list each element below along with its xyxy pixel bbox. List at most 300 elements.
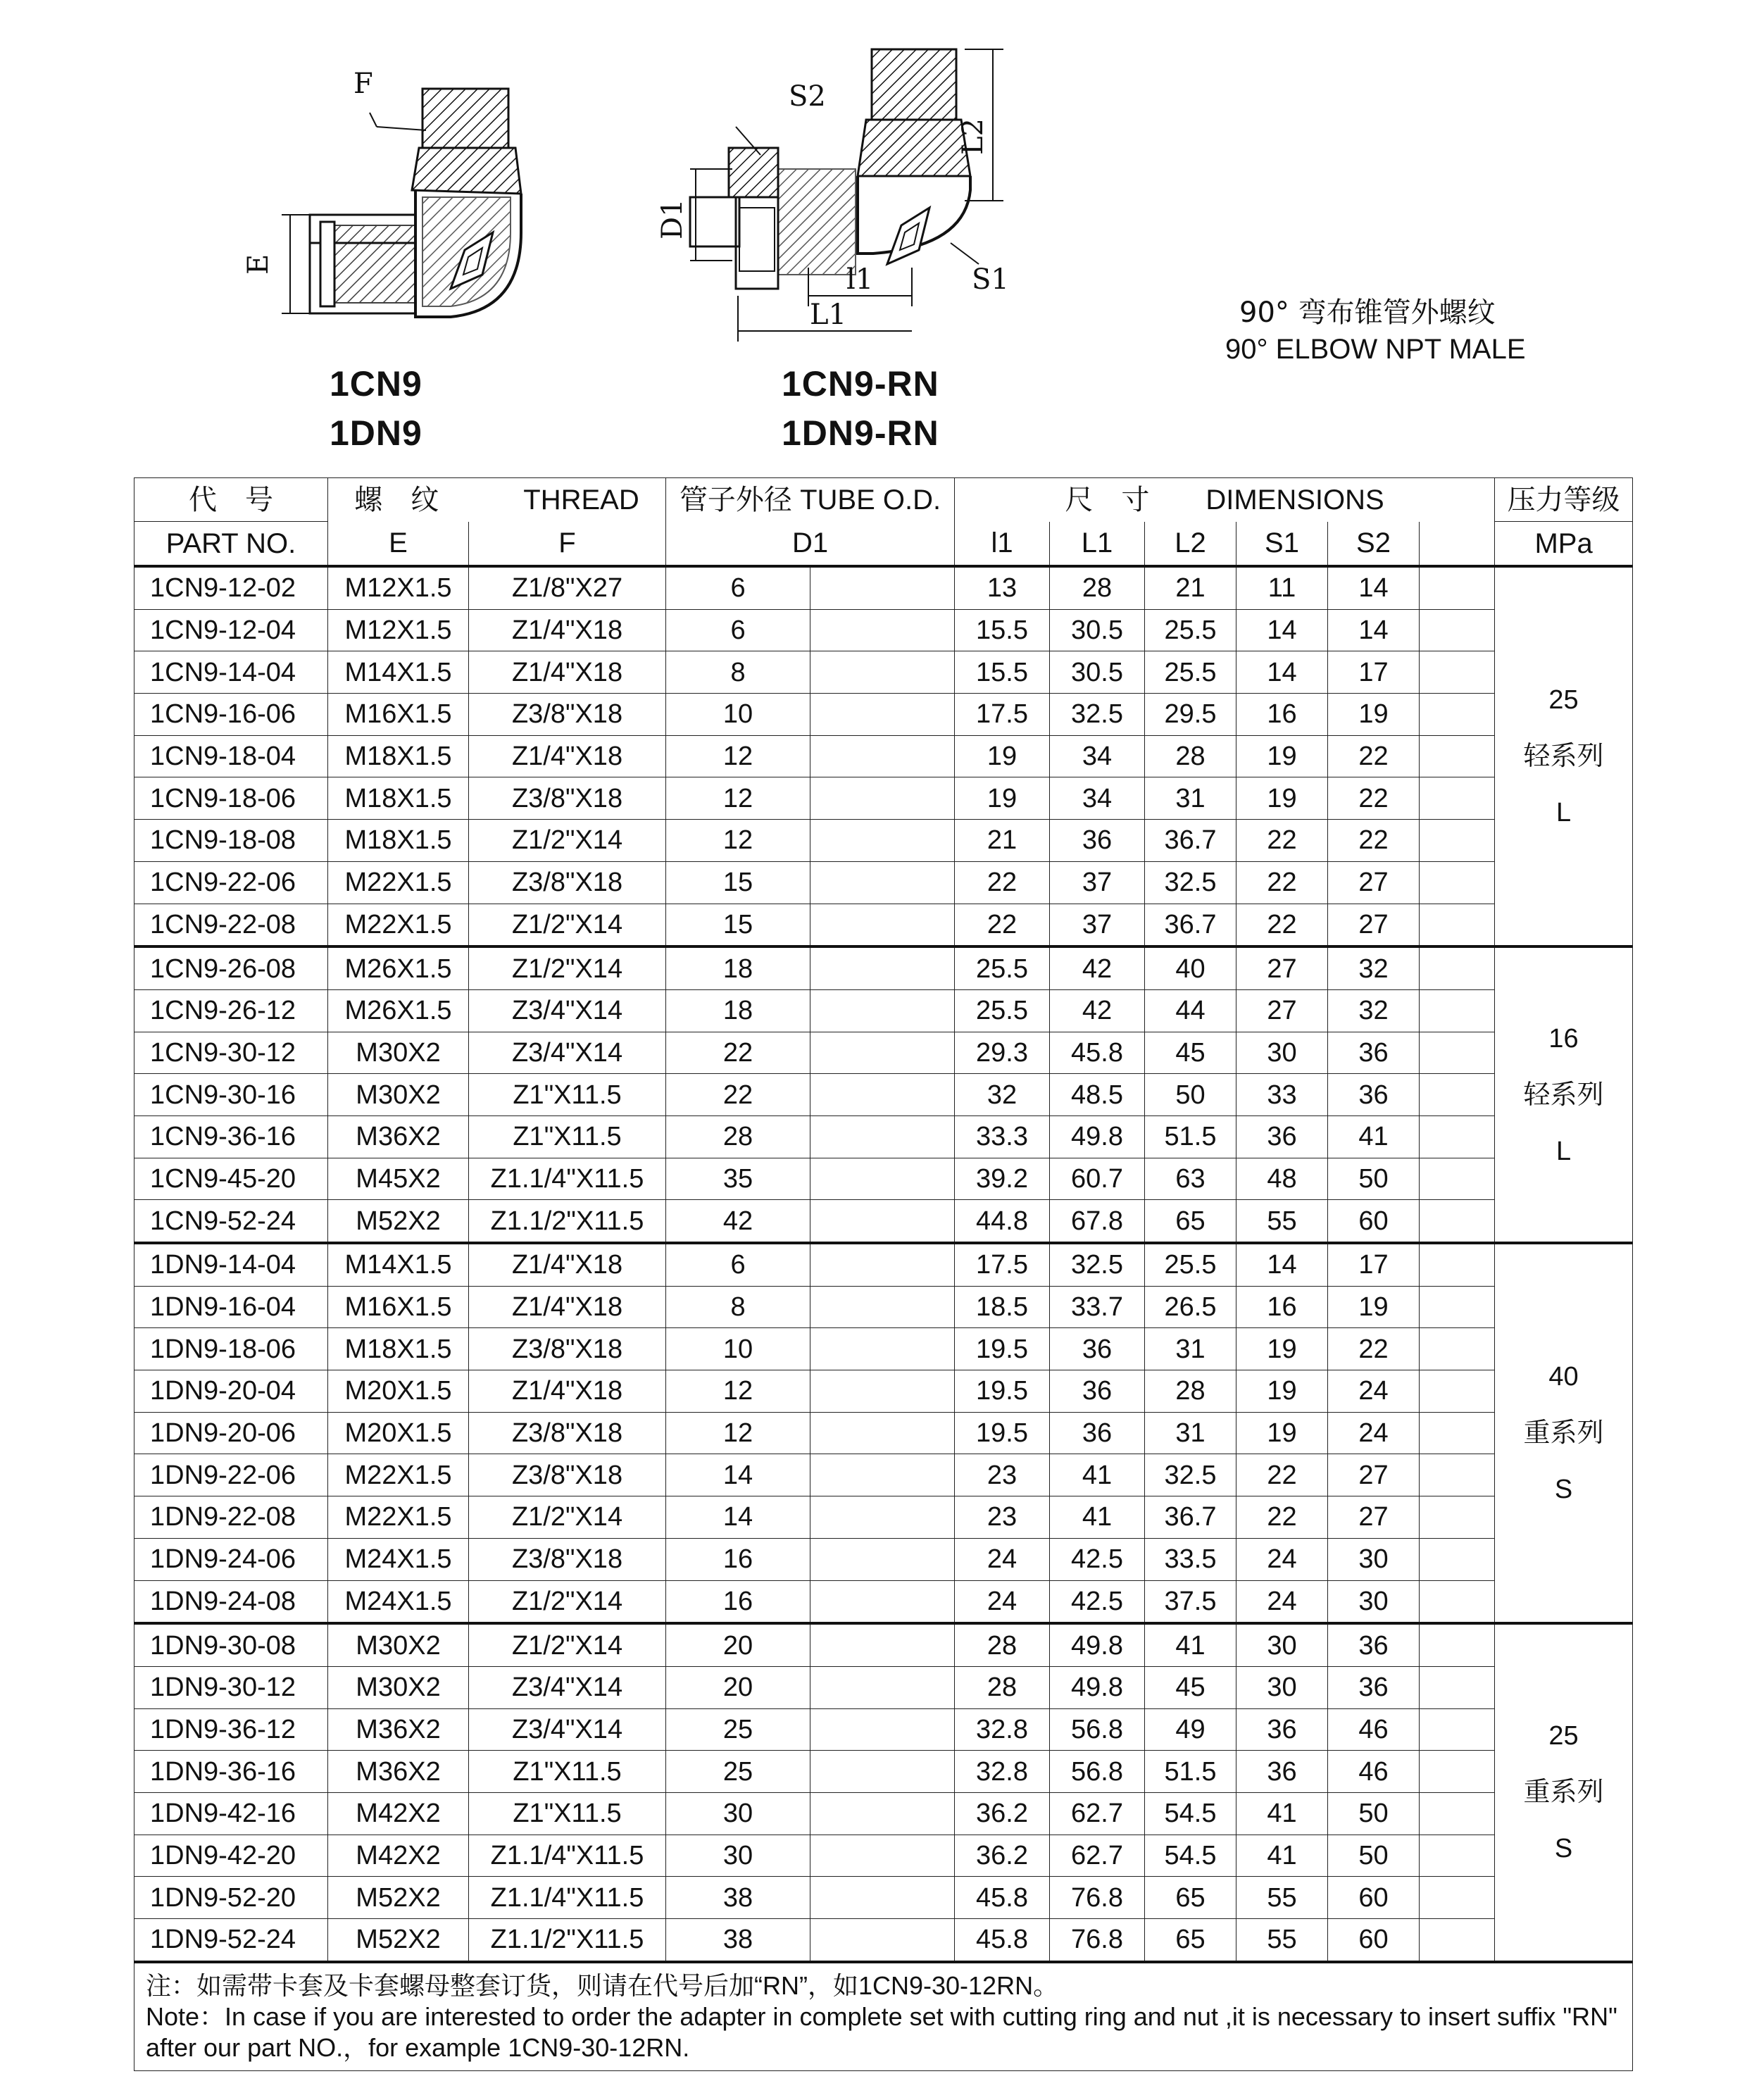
table-row [134, 1835, 1633, 1877]
cell-tube-od: 20 [666, 1666, 810, 1708]
cell-dim-S2: 22 [1328, 1328, 1420, 1370]
cell-thread-f: Z1/2"X14 [469, 904, 666, 946]
cell-dim-S2: 19 [1328, 694, 1420, 736]
cell-dim-S2: 36 [1328, 1032, 1420, 1074]
cell-dim-l1-small: 19.5 [955, 1370, 1050, 1413]
cell-dim-l1-small: 32.8 [955, 1751, 1050, 1793]
cell-dim-L1: 41 [1050, 1454, 1145, 1496]
cell-dim-l1-small: 15.5 [955, 609, 1050, 651]
cell-tube-blank [810, 861, 955, 904]
note-row [134, 1962, 1633, 2071]
cell-tube-od: 6 [666, 609, 810, 651]
cell-dim-L1: 42.5 [1050, 1538, 1145, 1580]
cell-thread-f: Z1"X11.5 [469, 1751, 666, 1793]
cell-tube-od: 12 [666, 1412, 810, 1454]
cell-dim-L1: 42 [1050, 989, 1145, 1032]
cell-tube-od: 22 [666, 1032, 810, 1074]
cell-part-no: 1DN9-24-08 [134, 1580, 328, 1623]
cell-tube-od: 30 [666, 1792, 810, 1835]
cell-dim-L1: 34 [1050, 777, 1145, 820]
cell-dim-blank [1420, 1158, 1495, 1200]
cell-dim-L1: 67.8 [1050, 1200, 1145, 1243]
cell-tube-od: 16 [666, 1538, 810, 1580]
cell-dim-S1: 27 [1236, 989, 1328, 1032]
cell-thread-e: M16X1.5 [328, 1286, 469, 1328]
cell-tube-blank [810, 1074, 955, 1116]
model-1cn9-rn: 1CN9-RN [782, 364, 939, 404]
table-row [134, 1115, 1633, 1158]
cell-dim-L1: 60.7 [1050, 1158, 1145, 1200]
cell-dim-S2: 22 [1328, 820, 1420, 862]
cell-dim-L2: 54.5 [1145, 1792, 1236, 1835]
cell-tube-blank [810, 777, 955, 820]
pressure-pressure: 40 [1548, 1362, 1579, 1392]
pressure-series: L [1555, 798, 1572, 828]
cell-dim-l1-small: 19.5 [955, 1328, 1050, 1370]
cell-tube-blank [810, 735, 955, 777]
cell-part-no: 1CN9-30-16 [134, 1074, 328, 1116]
cell-dim-L2: 25.5 [1145, 651, 1236, 694]
cell-dim-blank [1420, 946, 1495, 989]
cell-thread-e: M20X1.5 [328, 1412, 469, 1454]
cell-part-no: 1CN9-36-16 [134, 1115, 328, 1158]
cell-thread-e: M20X1.5 [328, 1370, 469, 1413]
cell-part-no: 1DN9-36-12 [134, 1708, 328, 1751]
cell-tube-od: 12 [666, 735, 810, 777]
table-row [134, 1538, 1633, 1580]
cell-dim-S2: 50 [1328, 1792, 1420, 1835]
pressure-series: S [1554, 1475, 1573, 1505]
cell-dim-l1-small: 23 [955, 1454, 1050, 1496]
cell-dim-S1: 19 [1236, 1370, 1328, 1413]
cell-tube-od: 12 [666, 820, 810, 862]
note-cell [134, 1962, 1633, 2071]
cell-thread-f: Z1"X11.5 [469, 1792, 666, 1835]
cell-part-no: 1CN9-18-08 [134, 820, 328, 862]
cell-part-no: 1DN9-22-06 [134, 1454, 328, 1496]
cell-thread-e: M12X1.5 [328, 609, 469, 651]
cell-thread-f: Z3/8"X18 [469, 777, 666, 820]
cell-tube-od: 12 [666, 1370, 810, 1413]
cell-part-no: 1CN9-30-12 [134, 1032, 328, 1074]
cell-dim-blank [1420, 1919, 1495, 1962]
cell-dim-S1: 36 [1236, 1708, 1328, 1751]
cell-thread-e: M16X1.5 [328, 694, 469, 736]
table-row [134, 861, 1633, 904]
header-L2: L2 [1145, 522, 1236, 567]
cell-part-no: 1CN9-26-08 [134, 946, 328, 989]
cell-dim-S1: 55 [1236, 1877, 1328, 1919]
cell-dim-S2: 27 [1328, 861, 1420, 904]
cell-thread-e: M36X2 [328, 1751, 469, 1793]
cell-tube-blank [810, 1286, 955, 1328]
table-row [134, 1919, 1633, 1962]
cell-thread-e: M24X1.5 [328, 1580, 469, 1623]
cell-tube-blank [810, 1580, 955, 1623]
cell-dim-L1: 37 [1050, 861, 1145, 904]
cell-dim-S2: 17 [1328, 1243, 1420, 1286]
cell-dim-S2: 36 [1328, 1666, 1420, 1708]
cell-dim-blank [1420, 1412, 1495, 1454]
cell-part-no: 1CN9-16-06 [134, 694, 328, 736]
cell-tube-od: 10 [666, 1328, 810, 1370]
cell-dim-S2: 41 [1328, 1115, 1420, 1158]
header-row-1 [134, 478, 1633, 522]
table-row [134, 1496, 1633, 1539]
cell-dim-l1-small: 45.8 [955, 1919, 1050, 1962]
elbow-figure-left [239, 63, 535, 349]
cell-dim-S1: 14 [1236, 1243, 1328, 1286]
cell-tube-blank [810, 1666, 955, 1708]
cell-part-no: 1DN9-30-12 [134, 1666, 328, 1708]
cell-dim-S2: 30 [1328, 1538, 1420, 1580]
cell-part-no: 1DN9-14-04 [134, 1243, 328, 1286]
cell-dim-S2: 32 [1328, 989, 1420, 1032]
cell-dim-L1: 49.8 [1050, 1623, 1145, 1666]
pressure-series-cn: 轻系列 [1523, 742, 1604, 772]
cell-tube-blank [810, 989, 955, 1032]
cell-dim-S2: 22 [1328, 777, 1420, 820]
cell-part-no: 1DN9-36-16 [134, 1751, 328, 1793]
cell-dim-l1-small: 17.5 [955, 1243, 1050, 1286]
cell-dim-blank [1420, 609, 1495, 651]
cell-dim-blank [1420, 1115, 1495, 1158]
header-mpa: MPa [1495, 522, 1633, 567]
header-F: F [469, 522, 666, 567]
cell-dim-S1: 16 [1236, 1286, 1328, 1328]
table-row [134, 989, 1633, 1032]
cell-dim-l1-small: 24 [955, 1538, 1050, 1580]
cell-dim-l1-small: 44.8 [955, 1200, 1050, 1243]
cell-part-no: 1DN9-20-04 [134, 1370, 328, 1413]
cell-thread-e: M14X1.5 [328, 651, 469, 694]
cell-dim-blank [1420, 1580, 1495, 1623]
cell-thread-e: M18X1.5 [328, 777, 469, 820]
cell-dim-S1: 22 [1236, 1454, 1328, 1496]
table-row [134, 1158, 1633, 1200]
cell-tube-blank [810, 694, 955, 736]
cell-thread-f: Z3/8"X18 [469, 861, 666, 904]
header-E: E [328, 522, 469, 567]
cell-dim-L2: 65 [1145, 1877, 1236, 1919]
cell-dim-S2: 24 [1328, 1370, 1420, 1413]
cell-dim-L2: 25.5 [1145, 609, 1236, 651]
label-D1: D1 [656, 199, 689, 239]
cell-dim-blank [1420, 1538, 1495, 1580]
cell-dim-S1: 36 [1236, 1115, 1328, 1158]
cell-dim-l1-small: 22 [955, 861, 1050, 904]
cell-thread-f: Z3/8"X18 [469, 694, 666, 736]
cell-dim-S1: 33 [1236, 1074, 1328, 1116]
cell-dim-L1: 49.8 [1050, 1115, 1145, 1158]
cell-dim-L2: 28 [1145, 735, 1236, 777]
cell-thread-f: Z1.1/4"X11.5 [469, 1835, 666, 1877]
cell-dim-S2: 27 [1328, 904, 1420, 946]
table-row [134, 609, 1633, 651]
label-L1-fig: L1 [810, 299, 847, 331]
header-row-2 [134, 522, 1633, 567]
cell-tube-blank [810, 1792, 955, 1835]
cell-dim-blank [1420, 1328, 1495, 1370]
cell-dim-L1: 37 [1050, 904, 1145, 946]
cell-thread-e: M30X2 [328, 1032, 469, 1074]
label-F: F [353, 68, 373, 100]
cell-dim-S1: 36 [1236, 1751, 1328, 1793]
model-1dn9: 1DN9 [330, 413, 422, 453]
cell-dim-L1: 36 [1050, 820, 1145, 862]
cell-dim-S1: 27 [1236, 946, 1328, 989]
cell-thread-f: Z3/4"X14 [469, 1666, 666, 1708]
cell-dim-S1: 19 [1236, 777, 1328, 820]
cell-dim-S1: 19 [1236, 735, 1328, 777]
cell-dim-blank [1420, 820, 1495, 862]
cell-dim-blank [1420, 1792, 1495, 1835]
spec-table-body [134, 566, 1633, 1962]
cell-part-no: 1CN9-45-20 [134, 1158, 328, 1200]
cell-dim-l1-small: 19 [955, 735, 1050, 777]
cell-dim-L1: 32.5 [1050, 694, 1145, 736]
cell-dim-L1: 56.8 [1050, 1751, 1145, 1793]
cell-dim-l1-small: 32.8 [955, 1708, 1050, 1751]
cell-dim-L2: 31 [1145, 1328, 1236, 1370]
header-L1: L1 [1050, 522, 1145, 567]
cell-dim-S1: 30 [1236, 1032, 1328, 1074]
cell-dim-l1-small: 19.5 [955, 1412, 1050, 1454]
cell-tube-od: 18 [666, 946, 810, 989]
cell-dim-L2: 45 [1145, 1666, 1236, 1708]
cell-dim-L1: 32.5 [1050, 1243, 1145, 1286]
cell-part-no: 1DN9-52-24 [134, 1919, 328, 1962]
cell-tube-od: 8 [666, 651, 810, 694]
elbow-drawing-left [239, 63, 535, 345]
cell-dim-L1: 48.5 [1050, 1074, 1145, 1116]
cell-thread-f: Z1/4"X18 [469, 1243, 666, 1286]
cell-dim-l1-small: 13 [955, 566, 1050, 609]
table-row [134, 566, 1633, 609]
cell-tube-blank [810, 1328, 955, 1370]
cell-tube-blank [810, 1708, 955, 1751]
cell-thread-f: Z1/4"X18 [469, 1370, 666, 1413]
table-row [134, 1328, 1633, 1370]
cell-dim-l1-small: 15.5 [955, 651, 1050, 694]
cell-dim-blank [1420, 777, 1495, 820]
table-row [134, 946, 1633, 989]
cell-dim-L2: 25.5 [1145, 1243, 1236, 1286]
cell-dim-blank [1420, 904, 1495, 946]
cell-dim-L2: 36.7 [1145, 1496, 1236, 1539]
cell-thread-e: M52X2 [328, 1877, 469, 1919]
cell-part-no: 1DN9-42-20 [134, 1835, 328, 1877]
cell-dim-L2: 31 [1145, 1412, 1236, 1454]
header-S1: S1 [1236, 522, 1328, 567]
header-l1: l1 [955, 522, 1050, 567]
note-chinese: 注：如需带卡套及卡套螺母整套订货，则请在代号后加“RN”，如1CN9-30-12RN。 [146, 1970, 1059, 2000]
cell-tube-od: 15 [666, 904, 810, 946]
cell-part-no: 1DN9-18-06 [134, 1328, 328, 1370]
cell-dim-blank [1420, 1496, 1495, 1539]
cell-dim-l1-small: 25.5 [955, 946, 1050, 989]
cell-tube-blank [810, 1032, 955, 1074]
cell-dim-blank [1420, 1835, 1495, 1877]
cell-thread-f: Z3/4"X14 [469, 989, 666, 1032]
cell-dim-l1-small: 21 [955, 820, 1050, 862]
cell-dim-S1: 14 [1236, 609, 1328, 651]
cell-dim-S1: 41 [1236, 1792, 1328, 1835]
table-row [134, 1454, 1633, 1496]
cell-tube-od: 15 [666, 861, 810, 904]
cell-dim-S2: 60 [1328, 1877, 1420, 1919]
cell-dim-L2: 29.5 [1145, 694, 1236, 736]
cell-dim-L1: 28 [1050, 566, 1145, 609]
cell-dim-L1: 49.8 [1050, 1666, 1145, 1708]
cell-part-no: 1CN9-26-12 [134, 989, 328, 1032]
cell-part-no: 1CN9-22-08 [134, 904, 328, 946]
cell-dim-l1-small: 23 [955, 1496, 1050, 1539]
cell-dim-l1-small: 45.8 [955, 1877, 1050, 1919]
cell-thread-e: M14X1.5 [328, 1243, 469, 1286]
pressure-group-cell [1495, 1243, 1633, 1623]
cell-dim-S1: 22 [1236, 861, 1328, 904]
cell-tube-od: 38 [666, 1877, 810, 1919]
cell-dim-S2: 36 [1328, 1074, 1420, 1116]
label-S2: S2 [789, 80, 826, 113]
cell-dim-blank [1420, 1200, 1495, 1243]
label-l1-fig: l1 [846, 263, 874, 296]
cell-tube-od: 8 [666, 1286, 810, 1328]
cell-dim-S1: 24 [1236, 1580, 1328, 1623]
cell-dim-l1-small: 22 [955, 904, 1050, 946]
table-row [134, 1792, 1633, 1835]
cell-dim-L2: 36.7 [1145, 820, 1236, 862]
cell-dim-L2: 63 [1145, 1158, 1236, 1200]
cell-tube-od: 6 [666, 1243, 810, 1286]
cell-thread-f: Z1/4"X18 [469, 1286, 666, 1328]
cell-dim-L1: 62.7 [1050, 1835, 1145, 1877]
cell-part-no: 1CN9-18-06 [134, 777, 328, 820]
cell-dim-l1-small: 28 [955, 1666, 1050, 1708]
cell-tube-blank [810, 1877, 955, 1919]
cell-thread-e: M18X1.5 [328, 1328, 469, 1370]
label-L2: L2 [957, 118, 989, 155]
cell-tube-blank [810, 1370, 955, 1413]
cell-tube-od: 6 [666, 566, 810, 609]
cell-thread-f: Z1.1/4"X11.5 [469, 1158, 666, 1200]
cell-thread-e: M36X2 [328, 1115, 469, 1158]
cell-dim-L2: 49 [1145, 1708, 1236, 1751]
pressure-pressure: 25 [1548, 1721, 1579, 1751]
cell-dim-L1: 36 [1050, 1412, 1145, 1454]
cell-thread-f: Z1/2"X14 [469, 1623, 666, 1666]
pressure-group-cell [1495, 1623, 1633, 1962]
cell-dim-blank [1420, 694, 1495, 736]
cell-tube-od: 30 [666, 1835, 810, 1877]
cell-part-no: 1CN9-12-02 [134, 566, 328, 609]
cell-dim-S2: 24 [1328, 1412, 1420, 1454]
cell-thread-f: Z1/2"X14 [469, 1496, 666, 1539]
cell-dim-blank [1420, 989, 1495, 1032]
label-E: E [242, 254, 275, 275]
table-row [134, 1666, 1633, 1708]
cell-tube-blank [810, 1919, 955, 1962]
title-chinese: 90° 弯布锥管外螺纹 [1239, 296, 1496, 329]
cell-thread-e: M22X1.5 [328, 1496, 469, 1539]
cell-tube-blank [810, 1496, 955, 1539]
cell-dim-blank [1420, 651, 1495, 694]
cell-dim-L2: 65 [1145, 1919, 1236, 1962]
cell-dim-S1: 22 [1236, 904, 1328, 946]
cell-dim-blank [1420, 1751, 1495, 1793]
cell-thread-f: Z1/8"X27 [469, 566, 666, 609]
cell-dim-L1: 42.5 [1050, 1580, 1145, 1623]
cell-dim-S1: 16 [1236, 694, 1328, 736]
cell-tube-od: 22 [666, 1074, 810, 1116]
cell-dim-L2: 40 [1145, 946, 1236, 989]
cell-dim-L1: 34 [1050, 735, 1145, 777]
cell-dim-S2: 17 [1328, 651, 1420, 694]
cell-dim-blank [1420, 735, 1495, 777]
table-row [134, 1370, 1633, 1413]
header-blank [1420, 522, 1495, 567]
table-row [134, 1580, 1633, 1623]
header-part-no: PART NO. [134, 522, 328, 567]
cell-dim-S1: 55 [1236, 1200, 1328, 1243]
cell-dim-L2: 45 [1145, 1032, 1236, 1074]
cell-dim-L1: 42 [1050, 946, 1145, 989]
header-D1: D1 [666, 522, 955, 567]
cell-part-no: 1CN9-22-06 [134, 861, 328, 904]
cell-dim-blank [1420, 861, 1495, 904]
cell-thread-f: Z3/8"X18 [469, 1328, 666, 1370]
cell-dim-l1-small: 39.2 [955, 1158, 1050, 1200]
cell-dim-blank [1420, 566, 1495, 609]
cell-dim-blank [1420, 1708, 1495, 1751]
cell-dim-S2: 50 [1328, 1835, 1420, 1877]
cell-dim-L1: 56.8 [1050, 1708, 1145, 1751]
cell-dim-S1: 11 [1236, 566, 1328, 609]
cell-dim-S2: 27 [1328, 1496, 1420, 1539]
cell-dim-blank [1420, 1370, 1495, 1413]
cell-thread-e: M18X1.5 [328, 735, 469, 777]
cell-dim-l1-small: 19 [955, 777, 1050, 820]
cell-dim-S2: 50 [1328, 1158, 1420, 1200]
cell-dim-L1: 76.8 [1050, 1919, 1145, 1962]
cell-dim-L2: 37.5 [1145, 1580, 1236, 1623]
cell-dim-L2: 36.7 [1145, 904, 1236, 946]
table-row [134, 777, 1633, 820]
cell-dim-S1: 55 [1236, 1919, 1328, 1962]
cell-tube-blank [810, 820, 955, 862]
cell-thread-e: M22X1.5 [328, 861, 469, 904]
cell-dim-blank [1420, 1877, 1495, 1919]
table-row [134, 904, 1633, 946]
cell-dim-L2: 26.5 [1145, 1286, 1236, 1328]
cell-thread-e: M24X1.5 [328, 1538, 469, 1580]
cell-dim-S2: 14 [1328, 566, 1420, 609]
cell-part-no: 1CN9-18-04 [134, 735, 328, 777]
cell-dim-L1: 36 [1050, 1370, 1145, 1413]
cell-dim-S1: 30 [1236, 1623, 1328, 1666]
pressure-pressure: 25 [1548, 685, 1579, 715]
cell-thread-f: Z1.1/2"X11.5 [469, 1919, 666, 1962]
table-row [134, 1243, 1633, 1286]
cell-thread-f: Z3/4"X14 [469, 1708, 666, 1751]
cell-thread-e: M52X2 [328, 1919, 469, 1962]
cell-thread-f: Z1/2"X14 [469, 946, 666, 989]
cell-dim-S2: 36 [1328, 1623, 1420, 1666]
cell-tube-blank [810, 566, 955, 609]
cell-tube-od: 20 [666, 1623, 810, 1666]
cell-tube-od: 28 [666, 1115, 810, 1158]
